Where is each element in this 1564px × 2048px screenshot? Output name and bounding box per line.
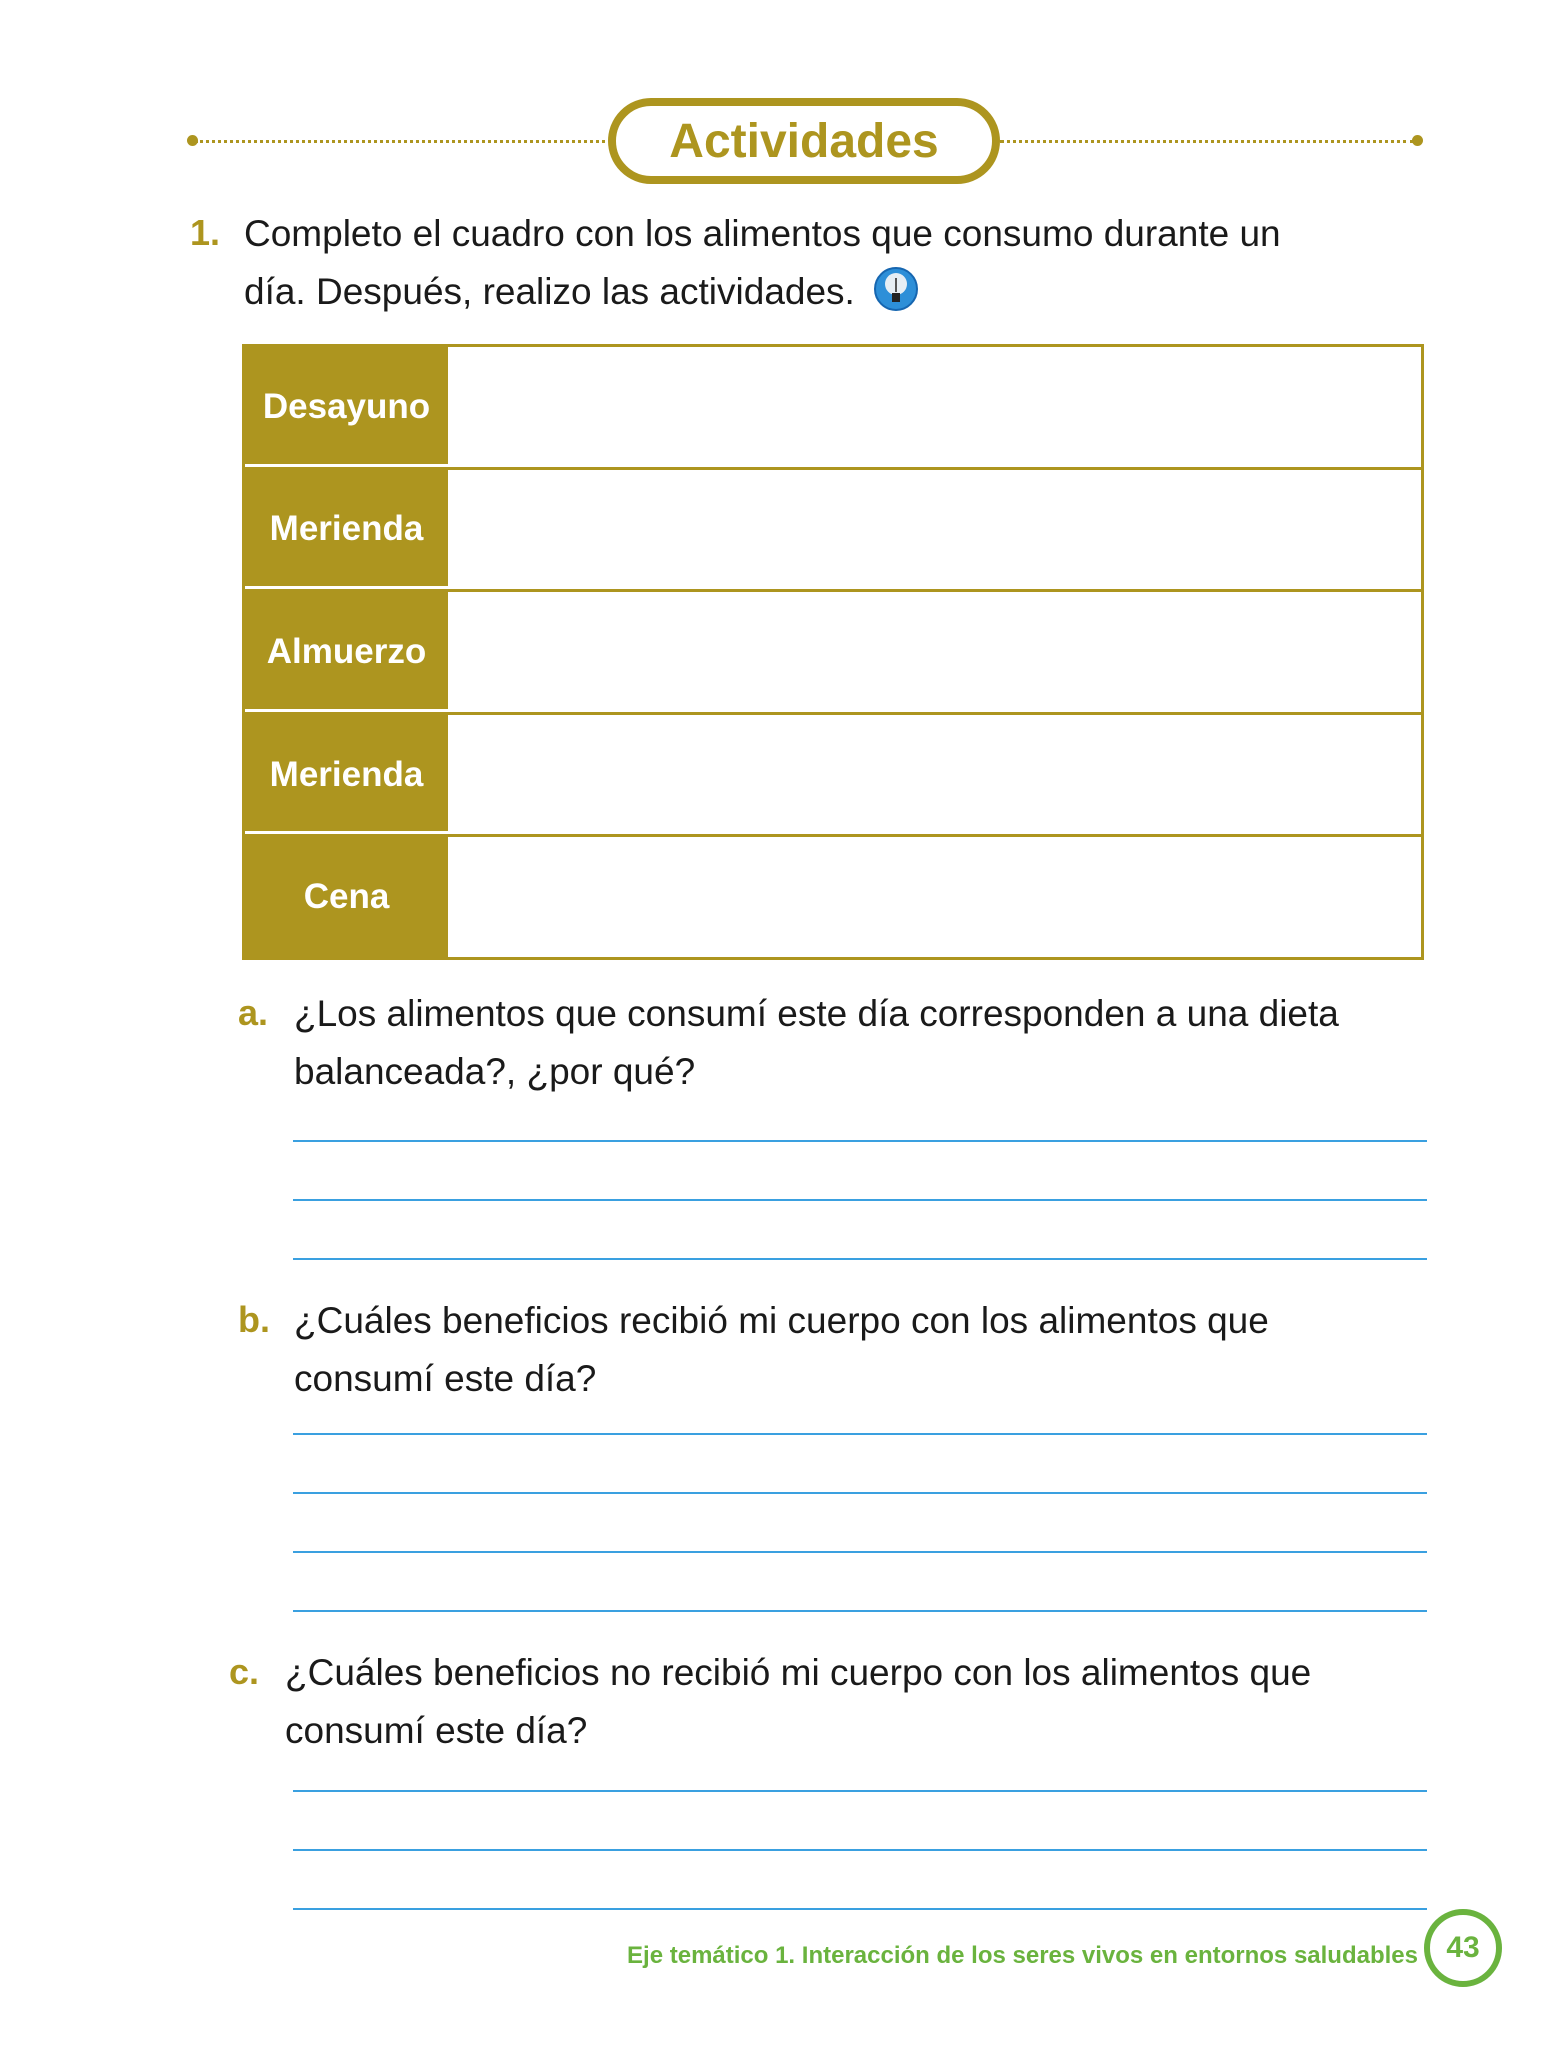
question-b-letter: b. <box>238 1299 270 1340</box>
answer-line[interactable] <box>293 1433 1427 1435</box>
answer-line[interactable] <box>293 1199 1427 1201</box>
row-label: Merienda <box>245 715 448 835</box>
page-number: 43 <box>1424 1909 1502 1987</box>
answer-line[interactable] <box>293 1790 1427 1792</box>
instruction-line-1: Completo el cuadro con los alimentos que consumo durante un <box>244 213 1281 254</box>
meals-table <box>242 344 1424 960</box>
question-c-line-1: ¿Cuáles beneficios no recibió mi cuerpo con los alimentos que <box>285 1652 1312 1693</box>
row-label: Merienda <box>245 470 448 590</box>
divider-right <box>1000 140 1414 143</box>
lightbulb-icon <box>873 266 919 329</box>
row-input[interactable] <box>448 470 1421 590</box>
row-label: Cena <box>245 837 448 957</box>
table-row <box>245 715 1421 838</box>
answer-line[interactable] <box>293 1258 1427 1260</box>
footer-text: Eje temático 1. Interacción de los seres vivos en entornos saludables <box>627 1942 1418 1969</box>
answer-line[interactable] <box>293 1492 1427 1494</box>
table-row <box>245 470 1421 593</box>
row-label: Almuerzo <box>245 592 448 712</box>
answer-line[interactable] <box>293 1908 1427 1910</box>
question-b-line-2: consumí este día? <box>294 1358 597 1399</box>
question-b-line-1: ¿Cuáles beneficios recibió mi cuerpo con los alimentos que <box>294 1300 1269 1341</box>
answer-line[interactable] <box>293 1849 1427 1851</box>
question-a-letter: a. <box>238 992 269 1033</box>
table-row <box>245 347 1421 470</box>
row-label: Desayuno <box>245 347 448 467</box>
divider-dot-right <box>1412 135 1423 146</box>
divider-left <box>195 140 605 143</box>
question-a-line-2: balanceada?, ¿por qué? <box>294 1051 696 1092</box>
question-a-line-1: ¿Los alimentos que consumí este día corresponden a una dieta <box>294 993 1339 1034</box>
instruction-line-2 <box>244 263 919 329</box>
instruction-text: día. Después, realizo las actividades. <box>244 271 855 312</box>
row-input[interactable] <box>448 837 1421 957</box>
row-input[interactable] <box>448 715 1421 835</box>
question-c-line-2: consumí este día? <box>285 1710 588 1751</box>
table-row <box>245 837 1421 957</box>
answer-line[interactable] <box>293 1551 1427 1553</box>
section-title: Actividades <box>608 98 1000 184</box>
table-row <box>245 592 1421 715</box>
question-c-letter: c. <box>229 1651 260 1692</box>
row-input[interactable] <box>448 347 1421 467</box>
row-input[interactable] <box>448 592 1421 712</box>
answer-line[interactable] <box>293 1610 1427 1612</box>
answer-line[interactable] <box>293 1140 1427 1142</box>
activity-number: 1. <box>190 212 221 253</box>
